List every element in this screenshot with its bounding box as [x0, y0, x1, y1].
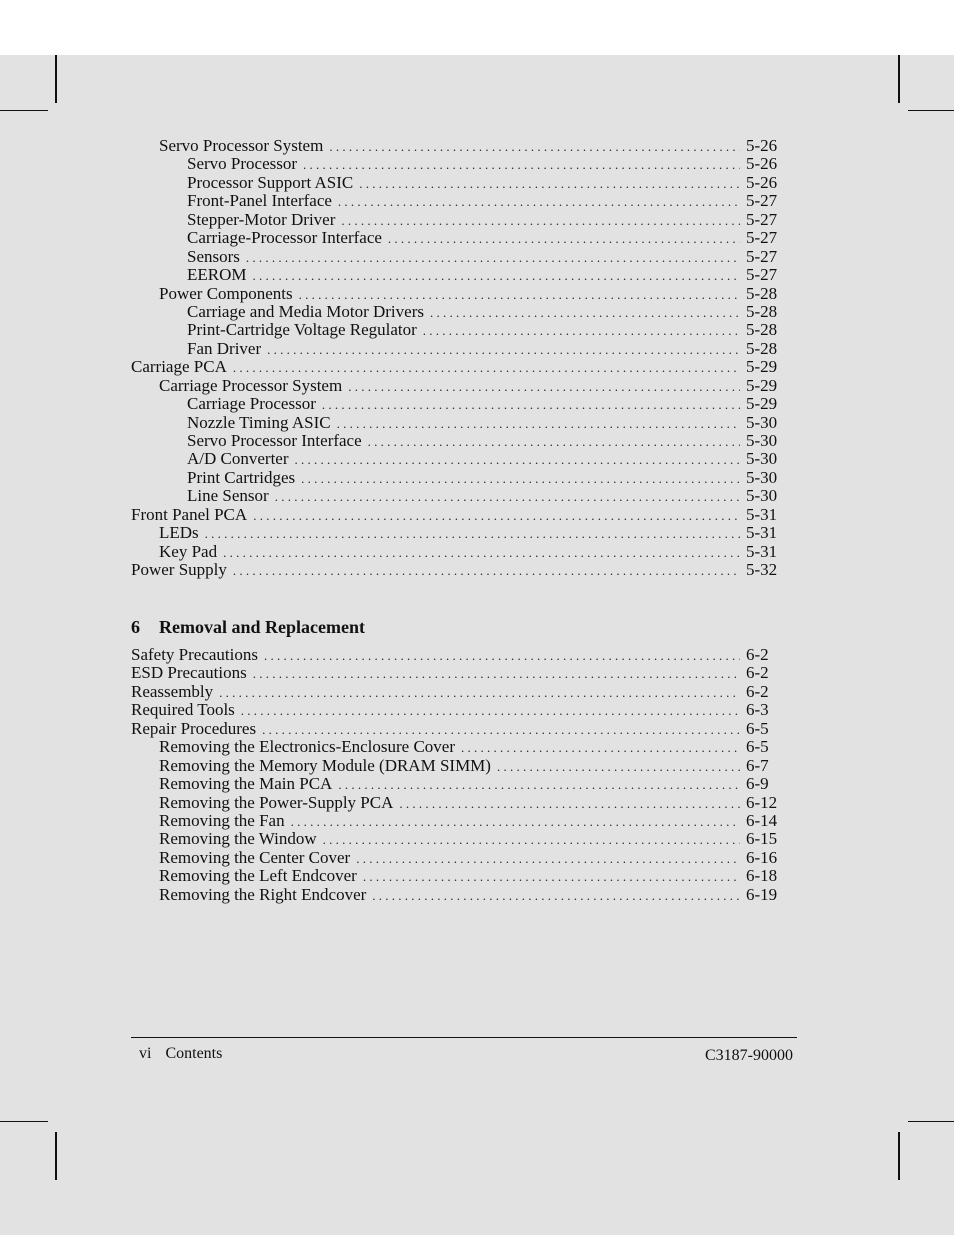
dot-leader — [264, 647, 740, 665]
dot-leader — [363, 868, 740, 886]
dot-leader — [372, 887, 740, 905]
dot-leader — [275, 488, 740, 506]
toc-entry-title: Fan Driver — [187, 338, 262, 358]
toc-entry-page: 6-19 — [746, 884, 778, 904]
toc-entry-page: 5-30 — [746, 486, 778, 506]
dot-leader — [338, 193, 740, 211]
toc-entry[interactable] — [131, 377, 781, 395]
dot-leader — [303, 156, 740, 174]
toc-entry-title: Carriage PCA — [131, 357, 227, 377]
toc-entry-title: Processor Support ASIC — [187, 172, 354, 192]
toc-entry-page: 6-5 — [746, 737, 769, 757]
toc-entry-title: EEROM — [187, 265, 247, 285]
dot-leader — [241, 702, 740, 720]
toc-section-6 — [131, 646, 781, 904]
toc-entry[interactable] — [131, 469, 781, 487]
dot-leader — [246, 249, 740, 267]
toc-entry-title: Print-Cartridge Voltage Regulator — [187, 320, 417, 340]
dot-leader — [399, 795, 740, 813]
toc-entry-page: 5-31 — [746, 541, 778, 561]
toc-entry-page: 6-14 — [746, 810, 778, 830]
toc-entry-page: 6-12 — [746, 792, 778, 812]
toc-entry[interactable] — [131, 646, 781, 664]
toc-entry-page: 5-31 — [746, 523, 778, 543]
toc-entry[interactable] — [131, 321, 781, 339]
toc-entry[interactable] — [131, 683, 781, 701]
toc-entry-page: 6-2 — [746, 645, 769, 664]
dot-leader — [253, 267, 741, 285]
toc-entry[interactable] — [131, 395, 781, 413]
chapter-number: 6 — [131, 617, 140, 637]
toc-entry[interactable] — [131, 266, 781, 284]
toc-entry-page: 5-28 — [746, 283, 778, 303]
toc-entry-title: Stepper-Motor Driver — [187, 209, 336, 229]
toc-entry-title: Safety Precautions — [131, 645, 258, 664]
toc-entry[interactable] — [131, 524, 781, 542]
toc-entry-page: 6-16 — [746, 847, 778, 867]
dot-leader — [388, 230, 740, 248]
dot-leader — [423, 322, 740, 340]
toc-entry-title: ESD Precautions — [131, 663, 247, 683]
dot-leader — [322, 396, 740, 414]
dot-leader — [348, 378, 740, 396]
toc-entry[interactable] — [131, 137, 781, 155]
toc-entry-title: Removing the Left Endcover — [159, 866, 357, 886]
toc-entry-title: Removing the Electronics-Enclosure Cover — [159, 737, 455, 757]
toc-entry-page: 6-3 — [746, 700, 769, 720]
footer-left — [139, 1045, 222, 1063]
toc-entry[interactable] — [131, 248, 781, 266]
dot-leader — [497, 758, 740, 776]
toc-entry-title: Carriage Processor — [187, 394, 316, 414]
toc-entry-title: Removing the Memory Module (DRAM SIMM) — [159, 755, 491, 775]
toc-entry-title: Key Pad — [159, 541, 218, 561]
toc-entry-title: Removing the Power-Supply PCA — [159, 792, 394, 812]
toc-entry[interactable] — [131, 358, 781, 376]
crop-mark-top-right-vertical — [898, 55, 900, 103]
toc-entry-page: 6-2 — [746, 663, 769, 683]
toc-entry-page: 5-29 — [746, 357, 778, 377]
dot-leader — [323, 831, 740, 849]
toc-entry[interactable] — [131, 867, 781, 885]
dot-leader — [430, 304, 740, 322]
toc-entry-title: Servo Processor — [187, 154, 298, 174]
dot-leader — [291, 813, 740, 831]
toc-entry-page: 5-27 — [746, 209, 778, 229]
toc-entry-page: 5-30 — [746, 449, 778, 469]
dot-leader — [338, 776, 740, 794]
toc-entry-page: 5-26 — [746, 172, 778, 192]
toc-entry-page: 6-5 — [746, 718, 769, 738]
toc-entry-page: 5-27 — [746, 191, 778, 211]
dot-leader — [461, 739, 740, 757]
toc-entry[interactable] — [131, 543, 781, 561]
crop-mark-top-right-horizontal — [908, 110, 954, 111]
toc-entry-page: 6-9 — [746, 774, 769, 794]
dot-leader — [267, 341, 740, 359]
dot-leader — [329, 138, 740, 156]
toc-entry-title: Power Components — [159, 283, 293, 303]
toc-entry[interactable] — [131, 340, 781, 358]
toc-entry[interactable] — [131, 229, 781, 247]
toc-entry[interactable] — [131, 664, 781, 682]
footer-rule — [131, 1037, 797, 1038]
toc-entry-page: 6-7 — [746, 755, 769, 775]
toc-entry[interactable] — [131, 775, 781, 793]
toc-section-5-continued — [131, 137, 781, 580]
crop-mark-bottom-right-horizontal — [908, 1121, 954, 1122]
toc-entry[interactable] — [131, 155, 781, 173]
toc-entry-title: Carriage and Media Motor Drivers — [187, 301, 424, 321]
toc-entry-title: Removing the Fan — [159, 810, 285, 830]
toc-entry-page: 5-28 — [746, 301, 778, 321]
toc-entry[interactable] — [131, 432, 781, 450]
toc-entry-page: 5-28 — [746, 338, 778, 358]
toc-entry-title: Nozzle Timing ASIC — [187, 412, 331, 432]
toc-entry-page: 5-26 — [746, 154, 778, 174]
toc-entry-title: Repair Procedures — [131, 718, 257, 738]
dot-leader — [356, 850, 740, 868]
toc-entry[interactable] — [131, 414, 781, 432]
crop-mark-bottom-left-horizontal — [0, 1121, 48, 1122]
toc-entry-title: Print Cartridges — [187, 467, 296, 487]
toc-entry-page: 5-29 — [746, 375, 778, 395]
toc-entry-page: 5-30 — [746, 412, 778, 432]
toc-entry[interactable] — [131, 211, 781, 229]
toc-entry[interactable] — [131, 487, 781, 505]
toc-entry-title: Reassembly — [131, 681, 214, 701]
toc-entry[interactable] — [131, 738, 781, 756]
toc-entry[interactable] — [131, 720, 781, 738]
toc-entry-title: A/D Converter — [187, 449, 289, 469]
dot-leader — [219, 684, 740, 702]
toc-entry[interactable] — [131, 174, 781, 192]
dot-leader — [223, 544, 740, 562]
toc-entry-page: 5-26 — [746, 136, 778, 155]
toc-entry-title: Carriage Processor System — [159, 375, 343, 395]
toc-entry-title: Servo Processor System — [159, 136, 324, 155]
toc-entry-title: Front Panel PCA — [131, 504, 248, 524]
toc-entry[interactable] — [131, 757, 781, 775]
dot-leader — [295, 451, 740, 469]
toc-entry-page: 5-27 — [746, 246, 778, 266]
crop-mark-bottom-right-vertical — [898, 1132, 900, 1180]
toc-entry-page: 5-32 — [746, 560, 778, 580]
toc-entry-title: Carriage-Processor Interface — [187, 228, 382, 248]
footer-page-number: vi — [139, 1045, 152, 1062]
toc-entry[interactable] — [131, 812, 781, 830]
toc-entry-page: 6-15 — [746, 829, 778, 849]
toc-entry-page: 5-27 — [746, 265, 778, 285]
toc-entry[interactable] — [131, 830, 781, 848]
toc-entry[interactable] — [131, 561, 781, 579]
dot-leader — [337, 415, 740, 433]
footer-doc-number: C3187-90000 — [705, 1047, 793, 1064]
toc-entry[interactable] — [131, 886, 781, 904]
toc-entry-page: 6-2 — [746, 681, 769, 701]
toc-entry-title: Removing the Main PCA — [159, 774, 333, 794]
dot-leader — [253, 665, 740, 683]
dot-leader — [301, 470, 740, 488]
chapter-title: Removal and Replacement — [159, 617, 365, 637]
toc-entry-page: 5-31 — [746, 504, 778, 524]
toc-entry[interactable] — [131, 506, 781, 524]
toc-entry-page: 6-18 — [746, 866, 778, 886]
toc-entry[interactable] — [131, 794, 781, 812]
dot-leader — [253, 507, 740, 525]
crop-mark-top-left-horizontal — [0, 110, 48, 111]
dot-leader — [205, 525, 740, 543]
toc-entry-title: Servo Processor Interface — [187, 431, 362, 450]
toc-entry-title: Required Tools — [131, 700, 235, 720]
dot-leader — [233, 562, 740, 580]
dot-leader — [341, 212, 740, 230]
toc-entry-title: Removing the Right Endcover — [159, 884, 367, 904]
toc-entry-title: Removing the Center Cover — [159, 847, 351, 867]
dot-leader — [368, 433, 740, 451]
toc-entry[interactable] — [131, 701, 781, 719]
toc-entry[interactable] — [131, 192, 781, 210]
toc-entry-title: Removing the Window — [159, 829, 317, 849]
toc-entry-title: Sensors — [187, 246, 240, 266]
toc-entry[interactable] — [131, 285, 781, 303]
crop-mark-top-left-vertical — [55, 55, 57, 103]
toc-entry-title: LEDs — [159, 523, 199, 543]
toc-entry-title: Front-Panel Interface — [187, 191, 332, 211]
dot-leader — [233, 359, 740, 377]
chapter-heading — [131, 617, 365, 638]
toc-entry-page: 5-30 — [746, 431, 778, 450]
toc-entry-page: 5-29 — [746, 394, 778, 414]
toc-entry[interactable] — [131, 849, 781, 867]
toc-entry-page: 5-30 — [746, 467, 778, 487]
crop-mark-bottom-left-vertical — [55, 1132, 57, 1180]
toc-entry-page: 5-28 — [746, 320, 778, 340]
dot-leader — [359, 175, 740, 193]
toc-entry-title: Power Supply — [131, 560, 227, 580]
toc-entry[interactable] — [131, 303, 781, 321]
footer-section: Contents — [165, 1045, 223, 1062]
toc-entry[interactable] — [131, 450, 781, 468]
toc-entry-page: 5-27 — [746, 228, 778, 248]
toc-entry-title: Line Sensor — [187, 486, 269, 506]
